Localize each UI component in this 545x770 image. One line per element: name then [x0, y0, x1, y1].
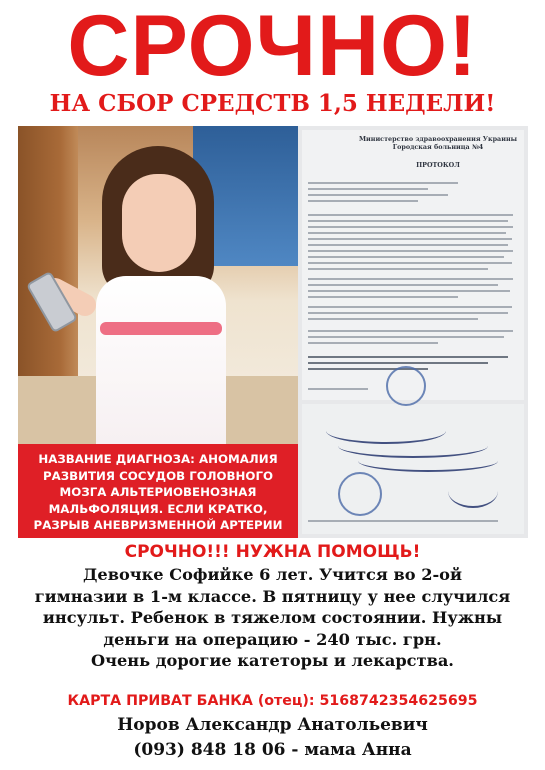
diagnosis-line: МАЛЬФОЛЯЦИЯ. ЕСЛИ КРАТКО, [48, 501, 268, 516]
medical-document-photo [298, 126, 528, 538]
diagnosis-line: НАЗВАНИЕ ДИАГНОЗА: АНОМАЛИЯ [38, 452, 278, 466]
diagnosis-line: РАЗРЫВ АНЕВРИЗМЕННОЙ АРТЕРИИ [33, 518, 283, 533]
document-text-line [308, 362, 488, 364]
diagnosis-line: МОЗГА АЛЬТЕРИОВЕНОЗНАЯ [59, 485, 257, 500]
document-text-line [308, 182, 458, 184]
document-text-line [308, 244, 508, 246]
girl-photo [18, 126, 298, 444]
document-text-line [308, 256, 504, 258]
girl-face [122, 174, 196, 272]
document-text-line [308, 330, 513, 332]
document-text-line [308, 262, 512, 264]
urgent-help-heading: СРОЧНО!!! НУЖНА ПОМОЩЬ! [124, 542, 421, 562]
document-text-line [308, 268, 488, 270]
document-text-line [308, 250, 513, 252]
document-title: ПРОТОКОЛ [416, 161, 460, 169]
document-text-line [308, 306, 512, 308]
document-text-line [308, 336, 504, 338]
document-text-line [308, 232, 506, 234]
document-text-line [308, 220, 508, 222]
story-line: Девочке Софийке 6 лет. Учится во 2-ой [83, 565, 462, 584]
document-stamp [338, 472, 382, 516]
contact-name: Норов Александр Анатольевич [117, 715, 428, 735]
girl-dress-sash [100, 322, 222, 335]
document-signature [448, 474, 498, 508]
headline: СРОЧНО! [67, 0, 478, 94]
subheadline: НА СБОР СРЕДСТВ 1,5 НЕДЕЛИ! [49, 90, 496, 117]
document-text-line [308, 214, 513, 216]
document-text-line [308, 342, 438, 344]
document-text-line [308, 194, 448, 196]
diagnosis-line: РАЗВИТИЯ СОСУДОВ ГОЛОВНОГО [42, 468, 274, 483]
document-text-line [308, 520, 498, 522]
document-text-line [308, 318, 478, 320]
document-text-line [308, 188, 428, 190]
document-text-line [308, 226, 513, 228]
document-text-line [308, 356, 508, 358]
story-line: гимназии в 1-м классе. В пятницу у нее случился [34, 586, 511, 606]
diagnosis-box [18, 444, 298, 538]
document-text-line [308, 284, 498, 286]
bank-card-number: КАРТА ПРИВАТ БАНКА (отец): 5168742354625695 [67, 693, 478, 709]
document-signature [358, 450, 498, 472]
document-text-line [308, 200, 418, 202]
contact-phone: (093) 848 18 06 - мама Анна [133, 740, 412, 760]
document-header [358, 136, 518, 151]
document-text-line [308, 238, 512, 240]
document-text-line [308, 388, 368, 390]
story-line: Очень дорогие катеторы и лекарства. [91, 651, 454, 671]
document-text-line [308, 312, 508, 314]
document-text-line [308, 290, 510, 292]
document-header-line: Министерство здравоохранения Украины [358, 135, 518, 143]
document-text-line [308, 296, 458, 298]
document-text-line [308, 278, 513, 280]
document-header-line: Городская больница №4 [392, 142, 484, 151]
story-text [0, 564, 545, 672]
story-line: инсульт. Ребенок в тяжелом состоянии. Нужны [42, 608, 503, 628]
girl-dress [96, 276, 226, 444]
document-stamp [386, 366, 426, 406]
story-line: деньги на операцию - 240 тыс. грн. [103, 629, 442, 649]
document-sheet-protocol [302, 130, 524, 400]
